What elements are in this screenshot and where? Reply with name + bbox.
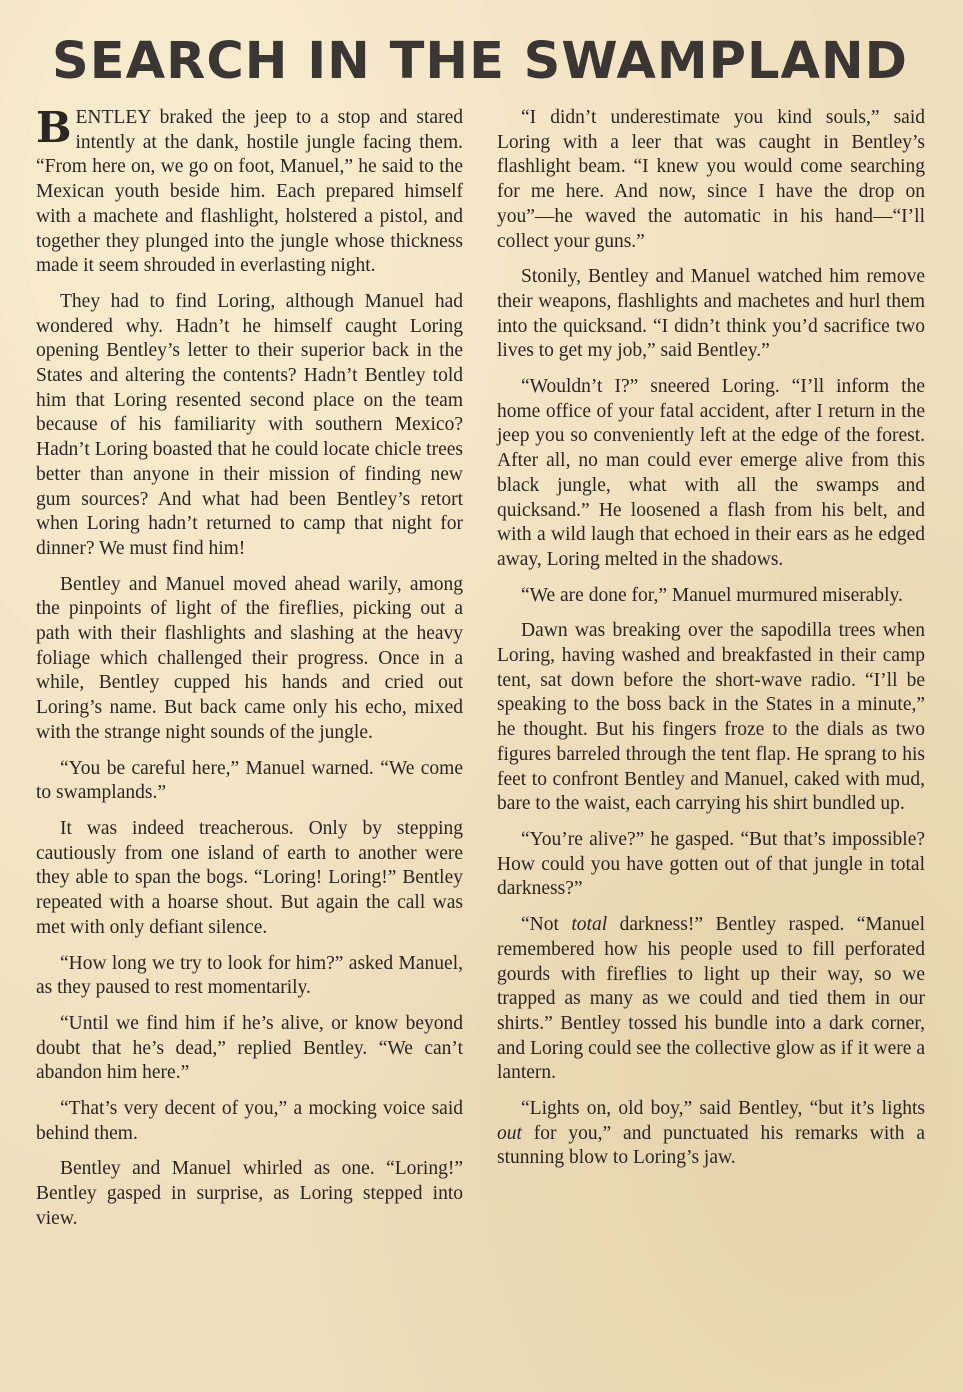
- text-run: darkness!” Bentley rasped. “Manuel remembered how his people used to fill perforated gourds with fireflies to light up their way, so we trapped as many as we could and tied them in our shirts.” Bentley tossed his bundle into a dark corner, and Loring could see the collective glow as if it were a lantern.: [497, 914, 925, 1084]
- emphasis: total: [571, 914, 608, 936]
- left-column: [36, 103, 463, 1243]
- emphasis: out: [497, 1122, 522, 1144]
- paragraph: “Wouldn’t I?” sneered Loring. “I’ll inform the home office of your fatal accident, after I return in the jeep you so conveniently left at the edge of the forest. After all, no man could ever emerge alive from this black jungle, what with all the swamps and quicksand.” He loosened a flash from his belt, and with a wild laugh that echoed in their ears as he edged away, Loring melted in the shadows.: [497, 376, 925, 570]
- text-run: for you,” and punctuated his remarks with a stunning blow to Loring’s jaw.: [497, 1122, 925, 1169]
- paragraph: Stonily, Bentley and Manuel watched him remove their weapons, flashlights and machetes and hurl them into the quicksand. “I didn’t think you’d sacrifice two lives to get my job,” said Bentley.”: [497, 266, 925, 362]
- text-run: “Lights on, old boy,” said Bentley, “but it’s lights: [521, 1098, 925, 1120]
- right-column: [497, 106, 925, 1182]
- paragraph: “You be careful here,” Manuel warned. “We come to swamplands.”: [36, 757, 463, 804]
- paragraph-text: ENTLEY braked the jeep to a stop and stared intently at the dank, hostile jungle facing them. “From here on, we go on foot, Manuel,” he said to the Mexican youth beside him. Each prepared himself with a machete and flashlight, holstered a pistol, and together they plunged into the jungle whose thickness made it seem shrouded in everlasting night.: [36, 107, 463, 277]
- paragraph: “I didn’t underestimate you kind souls,” said Loring with a leer that was caught in Bentley’s flashlight beam. “I knew you would come searching for me here. And now, since I have the drop on you”—he waved the automatic in his hand—“I’ll collect your guns.”: [497, 107, 925, 252]
- paragraph: Bentley and Manuel whirled as one. “Loring!” Bentley gasped in surprise, as Loring stepped into view.: [36, 1158, 463, 1229]
- paragraph: [497, 1097, 925, 1171]
- paragraph: “That’s very decent of you,” a mocking voice said behind them.: [36, 1098, 463, 1144]
- paragraph: [497, 913, 925, 1086]
- drop-cap: B: [36, 103, 72, 152]
- paragraph: They had to find Loring, although Manuel had wondered why. Hadn’t he himself caught Loring opening Bentley’s letter to their superior back in the States and altering the contents? Hadn’t Bentley told him that Loring resented second place on the team because of his familiarity with southern Mexico? Hadn’t Loring boasted that he could locate chicle trees better than anyone in their mission of finding new gum sources? And what had been Bentley’s retort when Loring hadn’t returned to camp that night for dinner? We must find him!: [36, 290, 463, 559]
- paragraph: Bentley and Manuel moved ahead warily, among the pinpoints of light of the fireflies, picking out a path with their flashlights and slashing at the heavy foliage which challenged their progress. Once in a while, Bentley cupped his hands and cried out Loring’s name. But back came only his echo, mixed with the strange night sounds of the jungle.: [36, 573, 463, 743]
- paragraph: “You’re alive?” he gasped. “But that’s impossible? How could you have gotten out of that jungle in total darkness?”: [497, 828, 925, 900]
- paragraph: “We are done for,” Manuel murmured miserably.: [521, 584, 903, 606]
- story-title: SEARCH IN THE SWAMPLAND: [52, 32, 908, 91]
- paragraph: “Until we find him if he’s alive, or know beyond doubt that he’s dead,” replied Bentley. “We can’t abandon him here.”: [36, 1012, 463, 1084]
- paragraph: It was indeed treacherous. Only by stepping cautiously from one island of earth to another were they able to span the bogs. “Loring! Loring!” Bentley repeated with a hoarse shout. But again the call was met with only defiant silence.: [36, 817, 463, 938]
- paragraph: [36, 103, 463, 279]
- paragraph: Dawn was breaking over the sapodilla trees when Loring, having washed and breakfasted in their camp tent, sat down before the short-wave radio. “I’ll be speaking to the boss back in the States in a minute,” he thought. But his fingers froze to the dials as two figures barreled through the tent flap. He sprang to his feet to confront Bentley and Manuel, caked with mud, bare to the waist, each carrying his shirt bundled up.: [497, 620, 925, 815]
- text-run: “Not: [521, 914, 572, 936]
- paragraph: “How long we try to look for him?” asked Manuel, as they paused to rest momentarily.: [36, 952, 463, 999]
